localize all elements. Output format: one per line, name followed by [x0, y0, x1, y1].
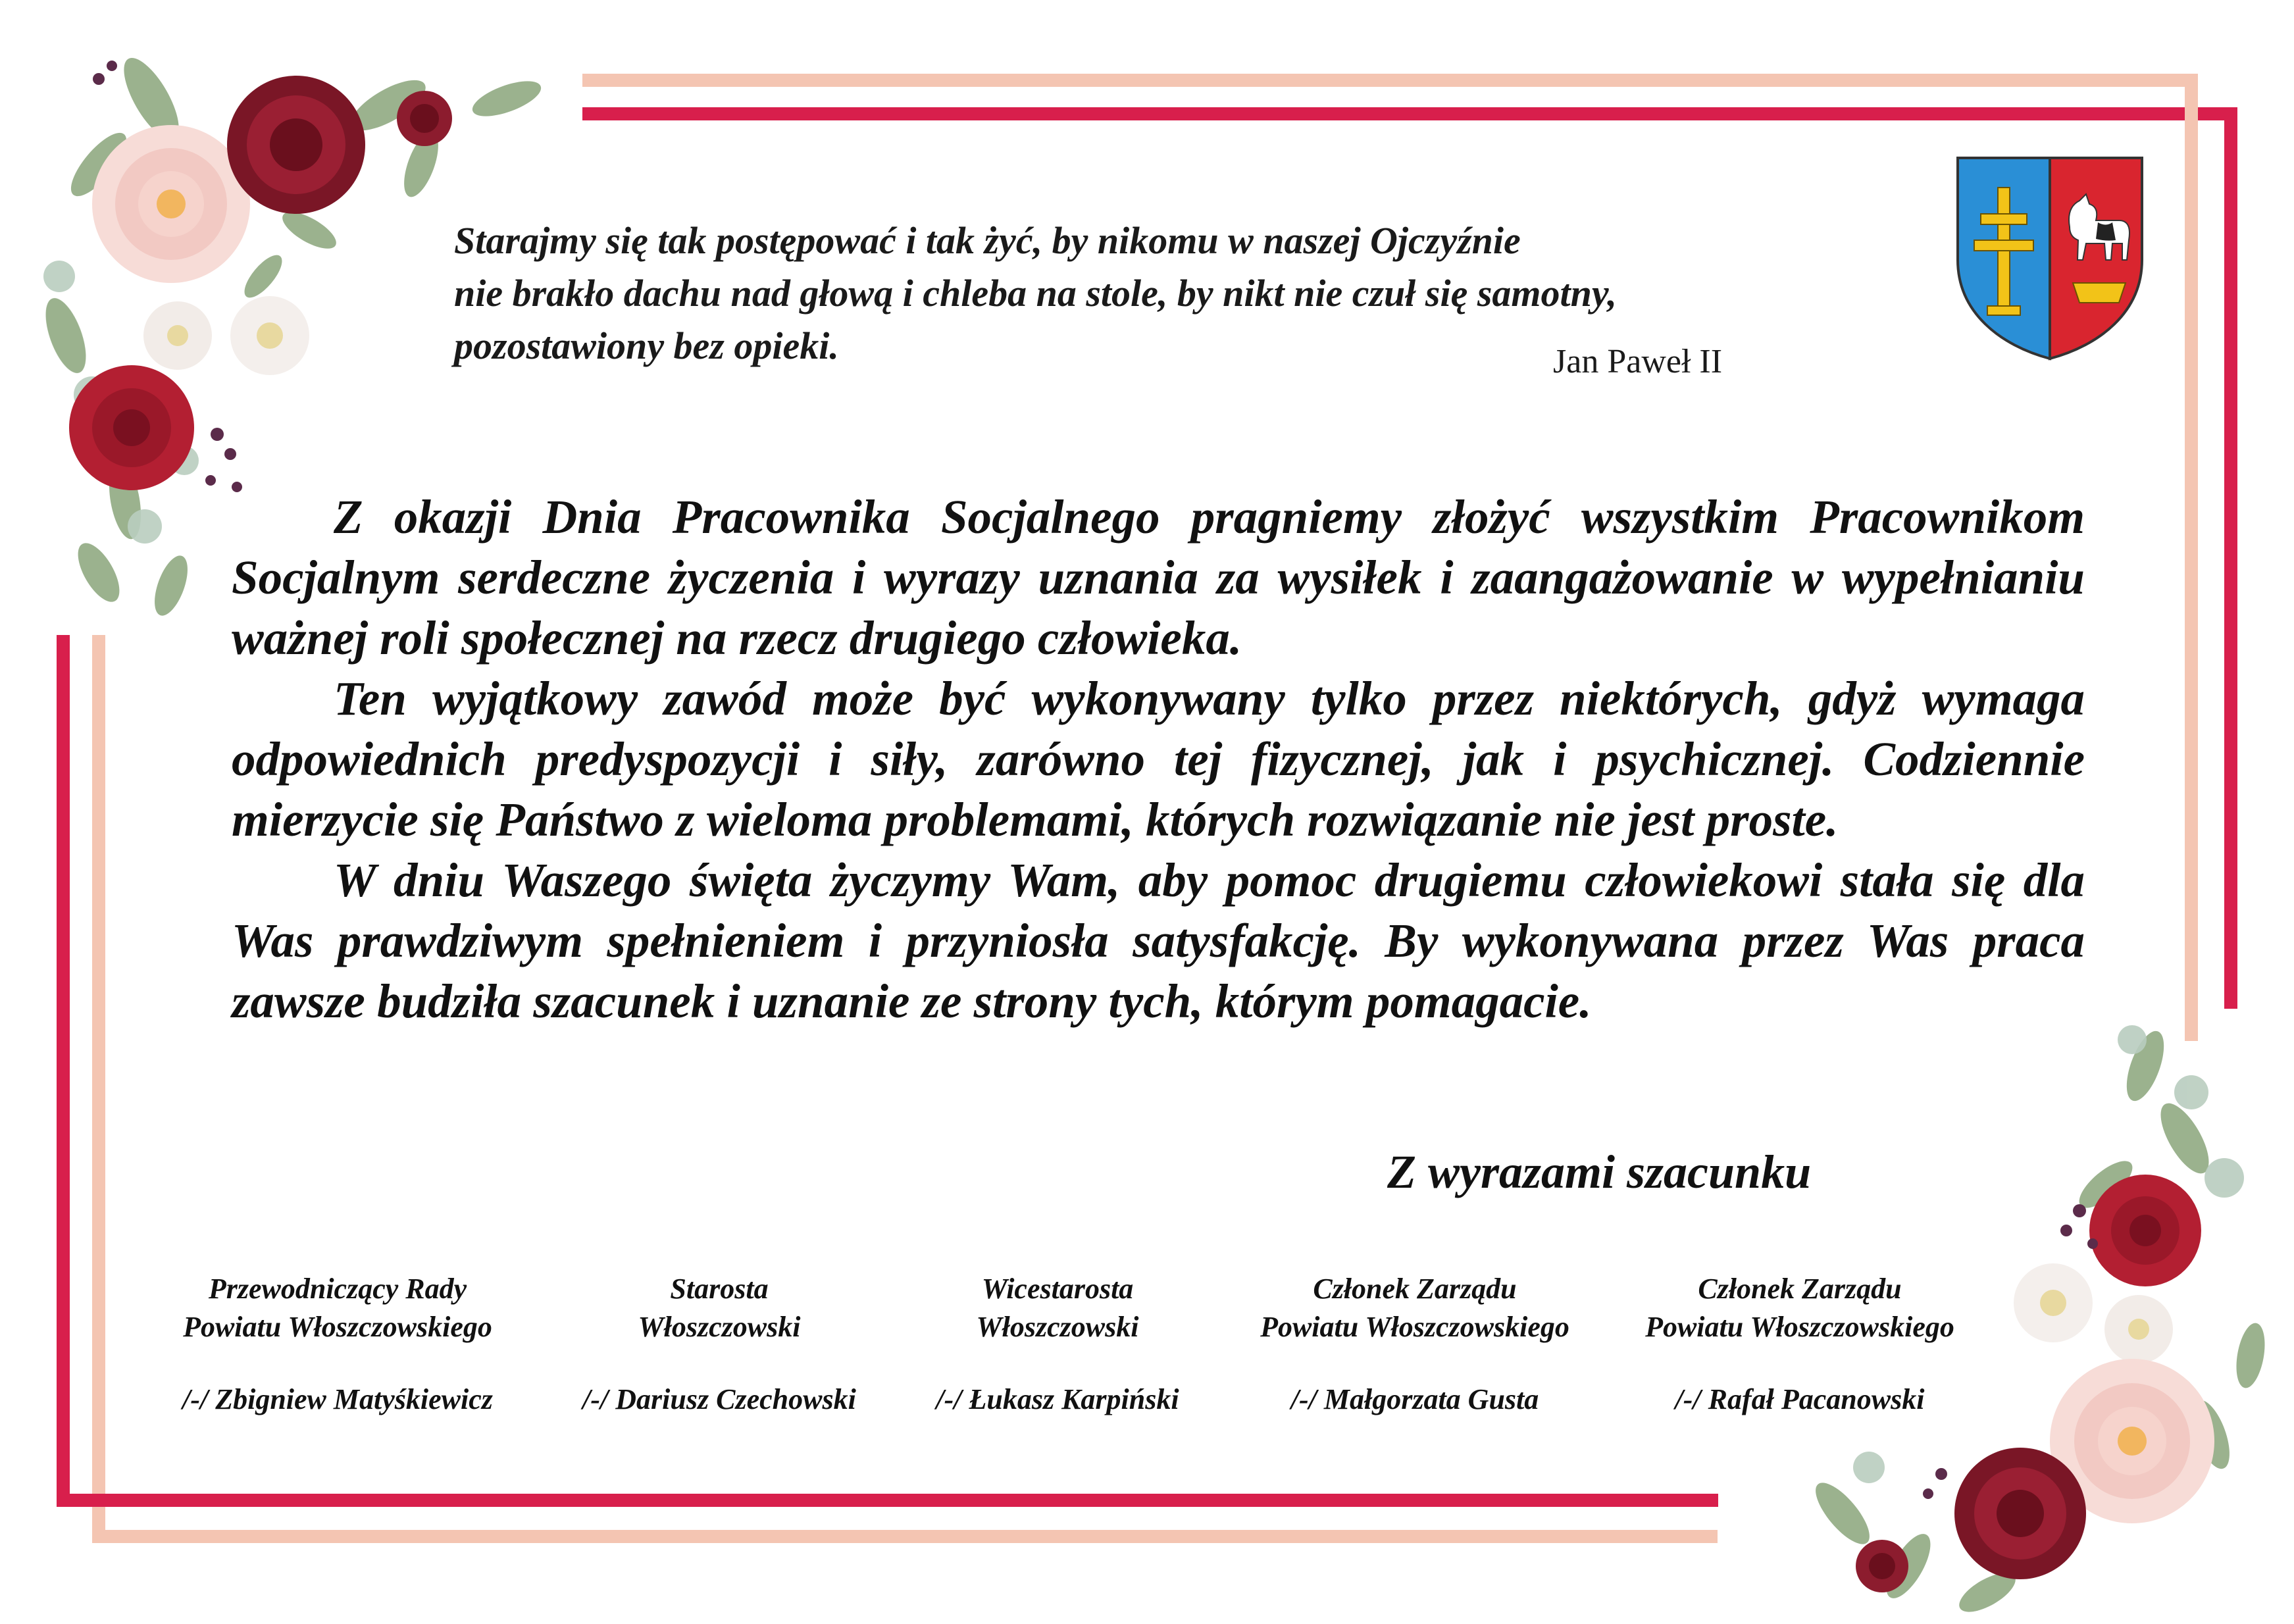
signature-title: Członek Zarządu: [1698, 1273, 1902, 1305]
signature-name: /-/ Małgorzata Gusta: [1290, 1383, 1539, 1415]
quote-author: Jan Paweł II: [1553, 343, 1723, 380]
signature-title: Włoszczowski: [638, 1311, 801, 1343]
signature-block: [1645, 1270, 1954, 1419]
signature-name: /-/ Rafał Pacanowski: [1675, 1383, 1925, 1415]
greeting-body: [232, 487, 2085, 1032]
frame-left-red-line: [57, 635, 70, 1507]
signature-block: [582, 1270, 856, 1419]
closing-phrase: Z wyrazami szacunku: [1387, 1146, 1812, 1198]
signature-title: Starosta: [670, 1273, 769, 1305]
coat-of-arms-icon: [1954, 155, 2145, 365]
signature-title: Przewodniczący Rady: [208, 1273, 467, 1305]
signature-block: [1260, 1270, 1569, 1419]
frame-left-pink-line: [92, 635, 105, 1543]
signature-name: /-/ Dariusz Czechowski: [582, 1383, 856, 1415]
signature-title: Powiatu Włoszczowskiego: [183, 1311, 492, 1343]
frame-top-pink-line: [582, 74, 2198, 87]
signature-title: Powiatu Włoszczowskiego: [1645, 1311, 1954, 1343]
quote-line: pozostawiony bez opieki.: [454, 324, 839, 367]
signature-block: [182, 1270, 493, 1419]
signature-title: Wicestarosta: [981, 1273, 1134, 1305]
body-paragraph: W dniu Waszego święta życzymy Wam, aby pomoc drugiemu człowiekowi stała się dla Was prawdziwym spełnieniem i przyniosła satysfakcję. By wykonywana przez Was praca zawsze budziła szacunek i uznanie ze strony tych, którym pomagacie.: [232, 853, 2085, 1028]
signature-name: /-/ Zbigniew Matyśkiewicz: [182, 1383, 493, 1415]
frame-top-red-line: [582, 107, 2237, 120]
body-paragraph: Ten wyjątkowy zawód może być wykonywany tylko przez niektórych, gdyż wymaga odpowiednich predyspozycji i siły, zarówno tej fizycznej, jak i psychicznej. Codziennie mierzycie się Państwo z wieloma problemami, których rozwiązanie nie jest proste.: [232, 672, 2085, 846]
frame-bottom-red-line: [57, 1494, 1718, 1507]
quote-line: nie brakło dachu nad głową i chleba na stole, by nikt nie czuł się samotny,: [454, 272, 1617, 315]
frame-right-red-line: [2224, 107, 2237, 1009]
quote-line: Starajmy się tak postępować i tak żyć, by nikomu w naszej Ojczyźnie: [454, 219, 1521, 262]
signature-name: /-/ Łukasz Karpiński: [936, 1383, 1179, 1415]
signature-block: [936, 1270, 1179, 1419]
signature-title: Powiatu Włoszczowskiego: [1260, 1311, 1569, 1343]
body-paragraph: Z okazji Dnia Pracownika Socjalnego pragniemy złożyć wszystkim Pracownikom Socjalnym serdeczne życzenia i wyrazy uznania za wysiłek i zaangażowanie w wypełnianiu ważnej roli społecznej na rzecz drugiego człowieka.: [232, 490, 2085, 665]
signature-title: Włoszczowski: [976, 1311, 1139, 1343]
frame-bottom-pink-line: [92, 1530, 1718, 1543]
frame-right-pink-line: [2185, 74, 2198, 1041]
signature-title: Członek Zarządu: [1313, 1273, 1517, 1305]
